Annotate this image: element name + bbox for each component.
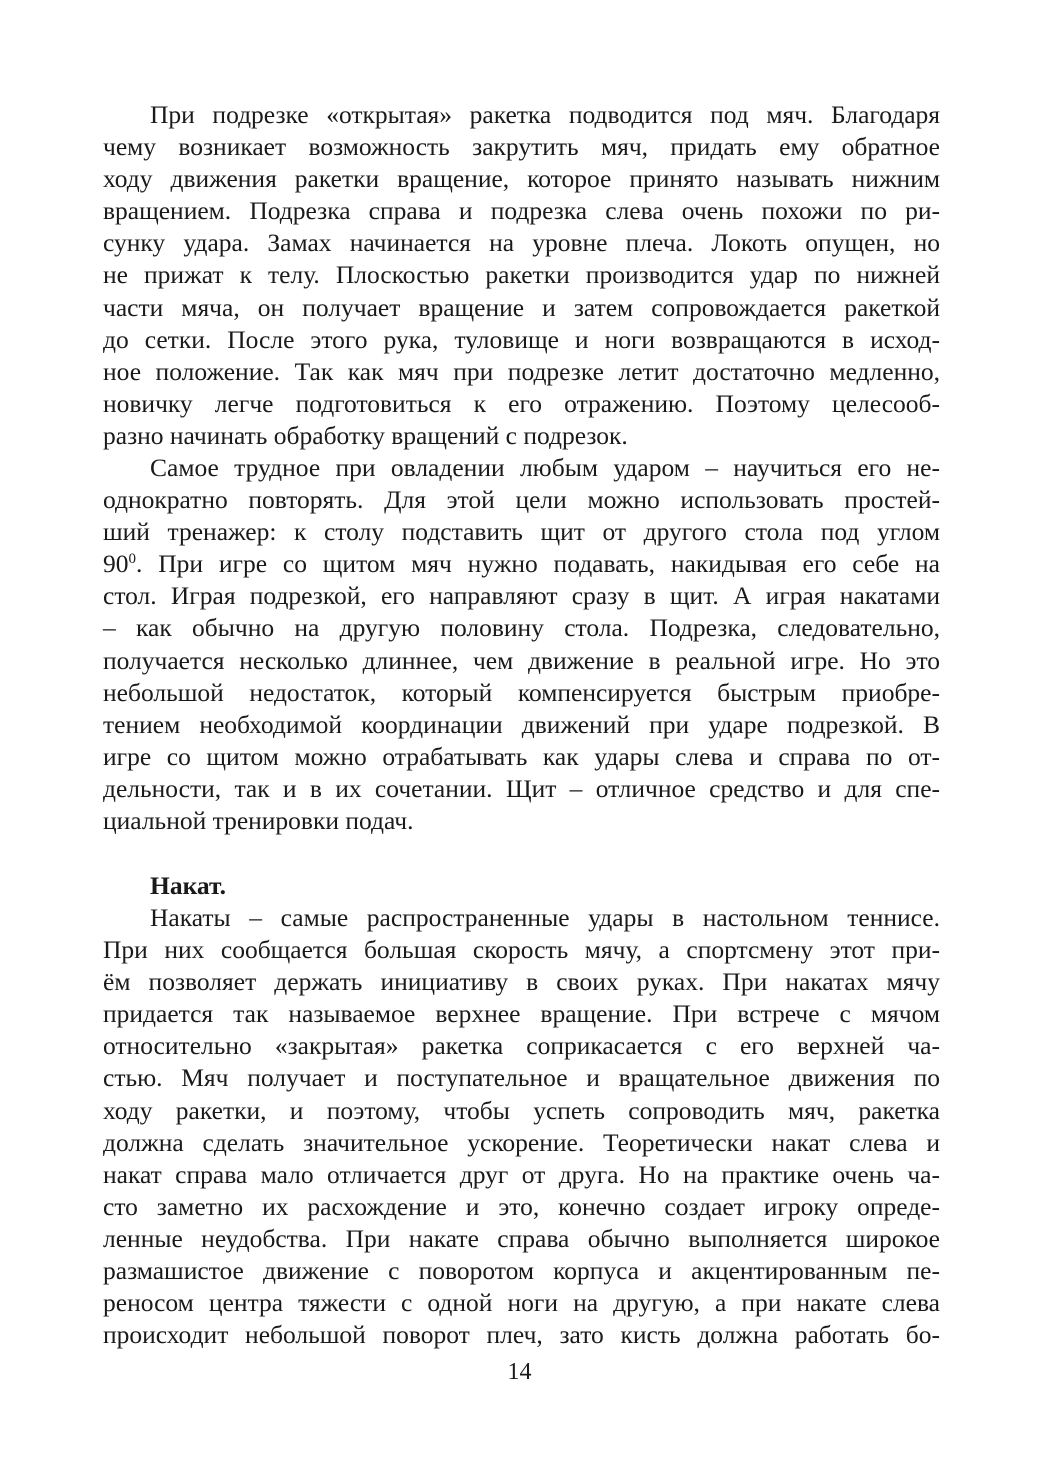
text-line: стью. Мяч получает и поступательное и вращательное движения по [103,1063,940,1093]
text-line: тением необходимой координации движений при ударе подрезкой. В [103,709,940,739]
page-number: 14 [507,1359,532,1385]
paragraph-training-board [103,452,940,837]
text-line: сунку удара. Замах начинается на уровне плеча. Локоть опущен, но [103,228,940,258]
text-line: накат справа мало отличается друг от друга. Но на практике очень ча- [103,1159,940,1189]
text-line: ходу движения ракетки вращение, которое принято называть нижним [103,164,940,194]
text-line: не прижат к телу. Плоскостью ракетки производится удар по нижней [103,260,940,290]
text-line: размашистое движение с поворотом корпуса и акцентированным пе- [103,1256,940,1286]
text-line: происходит небольшой поворот плеч, зато кисть должна работать бо- [103,1320,940,1350]
paragraph-undercut [103,99,940,452]
text-line: ём позволяет держать инициативу в своих руках. При накатах мячу [103,967,940,997]
text-line: небольшой недостаток, который компенсируется быстрым приобре- [103,677,940,707]
text-line: При них сообщается большая скорость мячу, а спортсмену этот при- [103,935,940,965]
text-line: ное положение. Так как мяч при подрезке летит достаточно медленно, [103,356,940,386]
text-line: дельности, так и в их сочетании. Щит – отличное средство и для спе- [103,773,940,803]
text-line: однократно повторять. Для этой цели можно использовать простей- [103,485,940,515]
text-line: до сетки. После этого рука, туловище и ноги возвращаются в исход- [103,324,940,354]
text-line: должна сделать значительное ускорение. Теоретически накат слева и [103,1127,940,1157]
degree-number: 90 [103,549,129,579]
text-line: стол. Играя подрезкой, его направляют сразу в щит. А играя накатами [103,581,940,611]
section-heading: Накат. [150,871,226,900]
text-line: Накаты – самые распространенные удары в настольном теннисе. [150,903,940,932]
text-line: ленные неудобства. При накате справа обычно выполняется широкое [103,1223,940,1253]
text-line: ходу ракетки, и поэтому, чтобы успеть сопроводить мяч, ракетка [103,1095,940,1125]
text-line: Самое трудное при овладении любым ударом – научиться его не- [150,453,940,482]
text-line: разно начинать обработку вращений с подрезок. [103,420,628,450]
text-line: чему возникает возможность закрутить мяч, придать ему обратное [103,132,940,162]
text-line: вращением. Подрезка справа и подрезка слева очень похожи по ри- [103,196,940,226]
text-line: реносом центра тяжести с одной ноги на другую, а при накате слева [103,1288,940,1318]
text-line: части мяча, он получает вращение и затем сопровождается ракеткой [103,292,940,322]
text-line: игре со щитом можно отрабатывать как удары слева и справа по от- [103,741,940,771]
text-line: ший тренажер: к столу подставить щит от другого стола под углом [103,517,940,547]
text-line: циальной тренировки подач. [103,806,414,836]
paragraph-topspin [103,902,940,1351]
text-line: придается так называемое верхнее вращение. При встрече с мячом [103,999,940,1029]
degree-superscript: 0 [128,551,136,568]
text-line-degree [103,548,940,580]
text-line: относительно «закрытая» ракетка соприкасается с его верхней ча- [103,1031,940,1061]
text-line: – как обычно на другую половину стола. Подрезка, следовательно, [103,613,940,643]
text-line: получается несколько длиннее, чем движение в реальной игре. Но это [103,645,940,675]
text-line: При подрезке «открытая» ракетка подводится под мяч. Благодаря [150,100,940,129]
text-line: новичку легче подготовиться к его отражению. Поэтому целесооб- [103,388,940,418]
degree-line-rest: . При игре со щитом мяч нужно подавать, накидывая его себе на [136,549,940,579]
text-line: сто заметно их расхождение и это, конечно создает игроку опреде- [103,1191,940,1221]
